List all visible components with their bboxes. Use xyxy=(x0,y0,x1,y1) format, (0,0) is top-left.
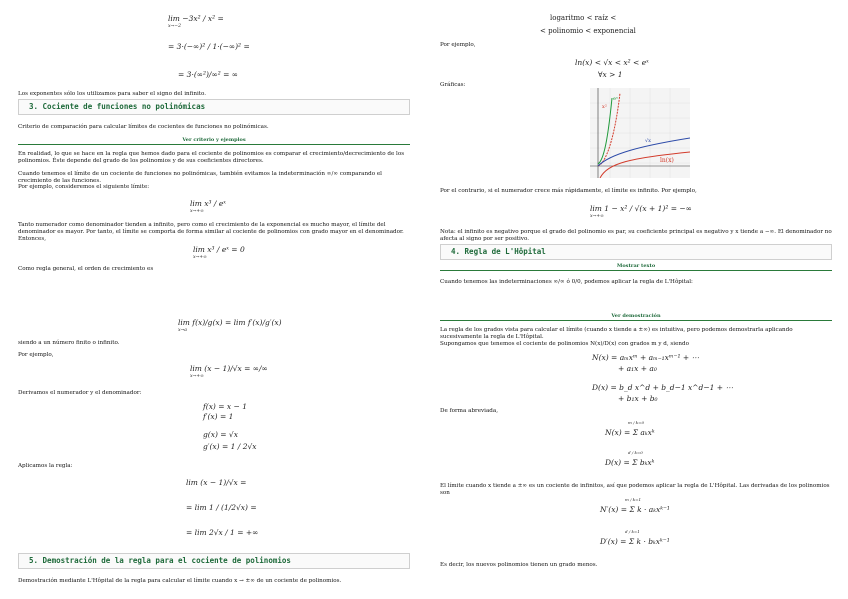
limit-subscript-7: x→+∞ xyxy=(190,374,204,379)
limit-formula-r2: lim 1 − x² / √(x + 1)² = −∞ xyxy=(590,204,692,213)
numerator-poly: N(x) = aₘxᵐ + aₘ₋₁xᵐ⁻¹ + ⋯ xyxy=(592,353,700,362)
denominator-poly-cont: + b₁x + b₀ xyxy=(618,394,658,403)
limit-subscript-4: x→+∞ xyxy=(190,209,204,214)
paragraph: Demostración mediante L'Hôpital de la regla para calcular el límite cuando x → ±∞ de un cociente de polinomios. xyxy=(18,578,342,584)
section-heading-4: 4. Regla de L'Hôpital xyxy=(440,244,832,260)
growth-order-line-2: < polinomio < exponencial xyxy=(540,27,636,35)
toggle-ver-demostracion[interactable]: Ver demostración xyxy=(440,313,832,321)
growth-graph xyxy=(590,88,690,178)
derivative-g: g(x) = √x xyxy=(203,430,238,439)
limit-formula-7: lim (x − 1)/√x = ∞/∞ xyxy=(190,364,268,373)
label-ln: ln(x) xyxy=(660,157,674,164)
limit-subscript-1: x→−2 xyxy=(168,24,181,29)
label-x2: x² xyxy=(602,104,607,110)
paragraph: Como regla general, el orden de crecimiento es xyxy=(18,266,154,272)
rule-step-2: = lim 1 / (1/2√x) = xyxy=(186,503,257,512)
growth-order-line-1: logaritmo < raíz < xyxy=(550,14,617,22)
section-heading-3: 3. Cociente de funciones no polinómicas xyxy=(18,99,410,115)
rule-step-3: = lim 2√x / 1 = +∞ xyxy=(186,528,259,537)
paragraph: Cuando tenemos las indeterminaciones ∞/∞ ó 0/0, podemos aplicar la regla de L'Hôpital: xyxy=(440,279,693,285)
limit-formula-5: lim x³ / eˣ = 0 xyxy=(193,245,245,254)
note-paragraph: Nota: el infinito es negativo porque el grado del polinomio es par, su coeficiente principal es negativo y x tiende a −∞. El denominador no afecta al signo por ser positivo. xyxy=(440,229,832,242)
rule-step-1: lim (x − 1)/√x = xyxy=(186,478,247,487)
label-ex: eˣ xyxy=(613,96,619,102)
paragraph: siendo a un número finito o infinito. xyxy=(18,340,120,346)
label-sqrt: √x xyxy=(645,138,652,144)
limit-formula-4: lim x³ / eˣ xyxy=(190,199,226,208)
paragraph: Por ejemplo, xyxy=(440,42,476,48)
paragraph: En realidad, lo que se hace en la regla que hemos dado para el cociente de polinomios es comparar el crecimiento/decrecimiento de los polinomios. Éste depende del grado de los polinomios y de sus coeficientes directores. xyxy=(18,151,405,164)
limit-formula-3: = 3·(∞²)/∞² = ∞ xyxy=(178,70,239,79)
sum-denominator: D(x) = Σ bₖxᵏ xyxy=(605,458,655,467)
toggle-mostrar-texto[interactable]: Mostrar texto xyxy=(440,263,832,271)
paragraph: Los exponentes sólo los utilizamos para saber el signo del infinito. xyxy=(18,91,207,97)
paragraph: Criterio de comparación para calcular límites de cocientes de funciones no polinómicas. xyxy=(18,124,269,130)
inequality-condition: ∀x > 1 xyxy=(598,70,623,79)
denominator-poly: D(x) = b_d x^d + b_d−1 x^d−1 + ⋯ xyxy=(592,383,733,392)
inequality-formula: ln(x) < √x < x² < eˣ xyxy=(575,58,649,67)
paragraph: Supongamos que tenemos el cociente de polinomios N(x)/D(x) con grados m y d, siendo xyxy=(440,341,689,347)
derivative-f: f(x) = x − 1 xyxy=(203,402,247,411)
derivative-numerator: N′(x) = Σ k · aₖxᵏ⁻¹ xyxy=(600,505,670,514)
limit-subscript-r2: x→+∞ xyxy=(590,214,604,219)
paragraph: Aplicamos la regla: xyxy=(18,463,73,469)
sum-numerator: N(x) = Σ aₖxᵏ xyxy=(605,428,655,437)
paragraph: El límite cuando x tiende a ±∞ es un cociente de infinitos, así que podemos aplicar la regla de L'Hôpital. Las derivadas de los polinomios son xyxy=(440,483,830,496)
paragraph: Gráficas: xyxy=(440,82,466,88)
paragraph: La regla de los grados vista para calcular el límite (cuando x tiende a ±∞) es intuitiva, pero podemos demostrarla aplicando sucesivamente la regla de L'Hôpital. xyxy=(440,327,793,340)
toggle-criterio[interactable]: Ver criterio y ejemplos xyxy=(18,137,410,145)
limit-formula-1: lim −3x² / x² = xyxy=(168,14,224,23)
derivative-numerator-limits: m / k=1 xyxy=(625,497,642,502)
paragraph: Tanto numerador como denominador tienden a infinito, pero como el crecimiento de la exponencial es mucho mayor, el límite del denominador es mayor. Por tanto, el límite se comporta de forma similar al cociente de polinomios con grado mayor en el denominador. Entonces, xyxy=(18,222,404,242)
sum-denominator-limits: d / k=0 xyxy=(628,450,643,455)
limit-subscript-5: x→+∞ xyxy=(193,255,207,260)
paragraph: Por el contrario, si el numerador crece más rápidamente, el límite es infinito. Por ejemplo, xyxy=(440,188,697,194)
lhopital-subscript: x→a xyxy=(178,328,187,333)
paragraph: De forma abreviada, xyxy=(440,408,498,414)
section-heading-5: 5. Demostración de la regla para el cociente de polinomios xyxy=(18,553,410,569)
lhopital-formula: lim f(x)/g(x) = lim f′(x)/g′(x) xyxy=(178,318,282,327)
paragraph: Por ejemplo, xyxy=(18,352,54,358)
paragraph: Por ejemplo, consideremos el siguiente límite: xyxy=(18,184,150,190)
derivative-denominator-limits: d / k=1 xyxy=(625,529,640,534)
derivative-g-prime: g′(x) = 1 / 2√x xyxy=(203,442,257,451)
limit-formula-2: = 3·(−∞)² / 1·(−∞)² = xyxy=(168,42,250,51)
paragraph: Derivamos el numerador y el denominador: xyxy=(18,390,142,396)
paragraph: Es decir, los nuevos polinomios tienen un grado menos. xyxy=(440,562,598,568)
derivative-f-prime: f′(x) = 1 xyxy=(203,412,234,421)
paragraph: Cuando tenemos el límite de un cociente de funciones no polinómicas, también evitamos la indeterminación ∞/∞ comparando el crecimiento de las funciones. xyxy=(18,171,382,184)
numerator-poly-cont: + a₁x + a₀ xyxy=(618,364,657,373)
sum-numerator-limits: m / k=0 xyxy=(628,420,645,425)
derivative-denominator: D′(x) = Σ k · bₖxᵏ⁻¹ xyxy=(600,537,670,546)
